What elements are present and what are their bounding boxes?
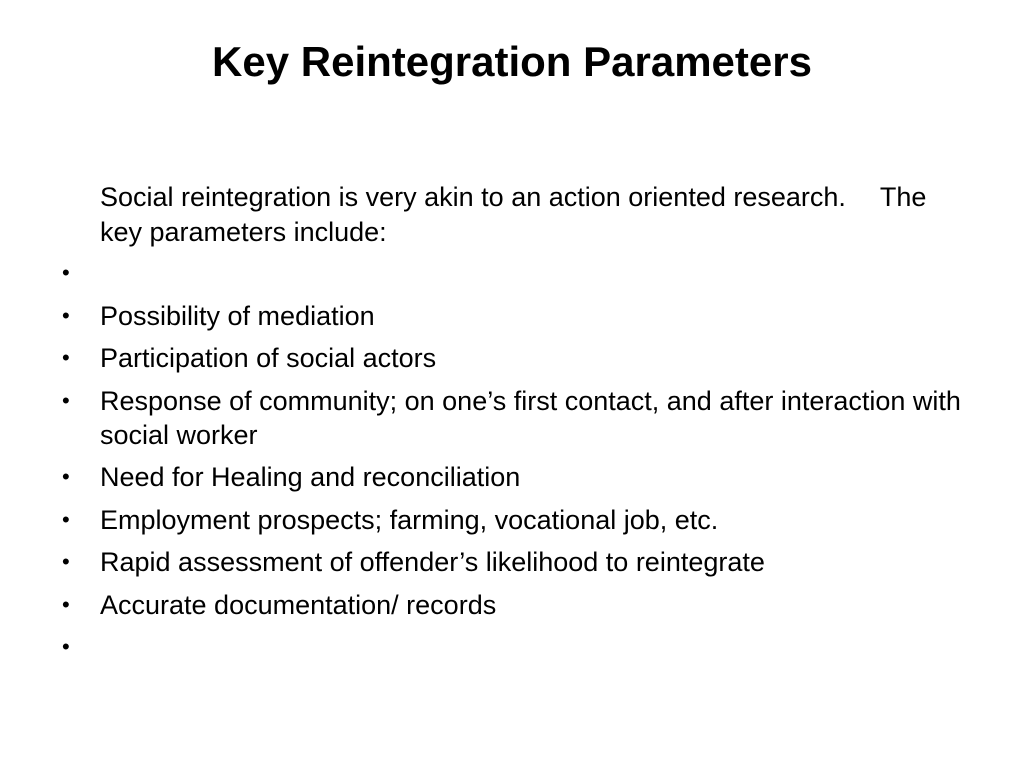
bullet-text: Need for Healing and reconciliation <box>100 462 521 492</box>
bullet-text <box>100 630 964 664</box>
bullet-icon: • <box>62 302 70 328</box>
slide-title: Key Reintegration Parameters <box>212 38 812 85</box>
bullet-item-healing <box>0 460 1024 494</box>
bullet-item-mediation <box>0 299 1024 333</box>
bullet-icon: • <box>62 549 70 574</box>
bullet-icon: • <box>62 506 70 532</box>
bullet-text: Response of community; on one’s first contact, and after interaction with social worker <box>100 385 961 450</box>
bullet-text: Possibility of mediation <box>100 300 375 331</box>
bullet-icon: • <box>62 464 70 489</box>
bullet-item-social-actors <box>0 341 1024 375</box>
bullet-icon: • <box>62 634 70 659</box>
bullet-item-empty-2 <box>0 630 1024 664</box>
bullet-item-documentation <box>0 588 1024 622</box>
bullet-text: Accurate documentation/ records <box>100 589 497 620</box>
bullet-icon: • <box>62 591 70 617</box>
bullet-list <box>0 256 1024 673</box>
bullet-text: Employment prospects; farming, vocational job, etc. <box>100 504 719 535</box>
bullet-icon: • <box>62 260 70 285</box>
bullet-item-community-response <box>0 384 1024 452</box>
bullet-item-empty-1 <box>0 256 1024 290</box>
bullet-text <box>100 256 964 290</box>
intro-paragraph: Social reintegration is very akin to an action oriented research. The key parameters include: <box>100 182 927 247</box>
bullet-item-employment <box>0 503 1024 537</box>
bullet-text: Rapid assessment of offender’s likelihood to reintegrate <box>100 547 765 577</box>
bullet-icon: • <box>62 387 70 413</box>
bullet-text: Participation of social actors <box>100 343 437 373</box>
bullet-item-rapid-assessment <box>0 545 1024 579</box>
bullet-icon: • <box>62 345 70 370</box>
